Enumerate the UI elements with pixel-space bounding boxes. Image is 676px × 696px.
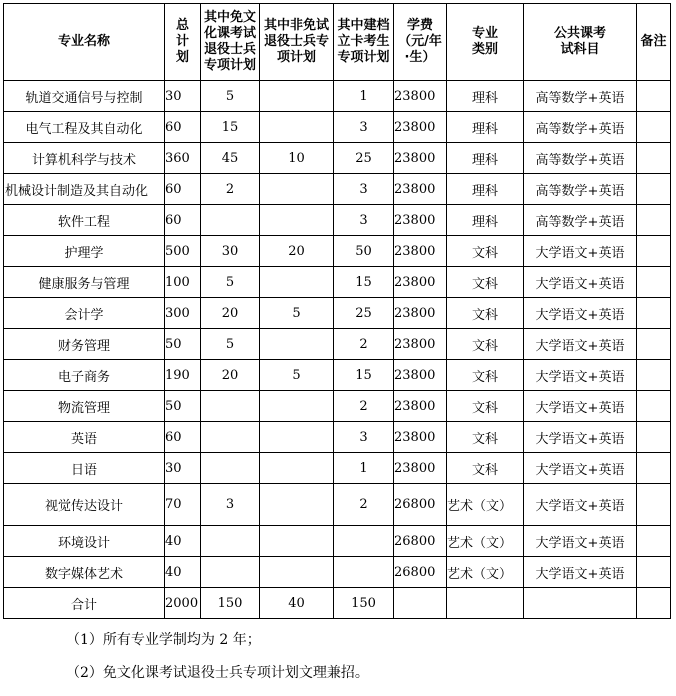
header-subjects: 公共课考试科目 xyxy=(524,4,637,81)
cell-remark xyxy=(637,81,671,112)
cell-category: 理科 xyxy=(447,81,524,112)
cell-category: 文科 xyxy=(447,422,524,453)
cell-nonexempt xyxy=(260,174,334,205)
cell-exempt xyxy=(201,391,260,422)
cell-subjects: 大学语文+英语 xyxy=(524,422,637,453)
cell-archived: 1 xyxy=(334,81,394,112)
cell-remark xyxy=(637,205,671,236)
cell-exempt xyxy=(201,557,260,588)
total-cell-remark xyxy=(637,588,671,619)
total-label: 合计 xyxy=(4,588,165,619)
table-body xyxy=(4,81,671,619)
cell-category: 文科 xyxy=(447,267,524,298)
cell-fee: 23800 xyxy=(394,329,447,360)
table-row xyxy=(4,453,671,484)
cell-remark xyxy=(637,422,671,453)
header-nonexempt: 其中非免试退役士兵专项计划 xyxy=(260,4,334,81)
cell-subjects: 大学语文+英语 xyxy=(524,453,637,484)
cell-archived xyxy=(334,526,394,557)
header-major: 专业名称 xyxy=(4,4,165,81)
cell-exempt: 5 xyxy=(201,81,260,112)
cell-major: 数字媒体艺术 xyxy=(4,557,165,588)
cell-fee: 23800 xyxy=(394,267,447,298)
cell-nonexempt xyxy=(260,205,334,236)
cell-exempt xyxy=(201,205,260,236)
cell-subjects: 大学语文+英语 xyxy=(524,526,637,557)
cell-exempt: 45 xyxy=(201,143,260,174)
total-cell-category xyxy=(447,588,524,619)
table-row xyxy=(4,329,671,360)
cell-exempt: 30 xyxy=(201,236,260,267)
cell-nonexempt xyxy=(260,557,334,588)
cell-category: 艺术（文） xyxy=(447,484,524,526)
cell-major: 物流管理 xyxy=(4,391,165,422)
cell-total: 70 xyxy=(165,484,201,526)
cell-nonexempt: 20 xyxy=(260,236,334,267)
cell-exempt xyxy=(201,453,260,484)
cell-remark xyxy=(637,143,671,174)
header-category: 专业类别 xyxy=(447,4,524,81)
cell-category: 理科 xyxy=(447,112,524,143)
cell-total: 60 xyxy=(165,112,201,143)
cell-major: 机械设计制造及其自动化 xyxy=(4,174,165,205)
cell-subjects: 大学语文+英语 xyxy=(524,329,637,360)
table-row xyxy=(4,526,671,557)
cell-major: 日语 xyxy=(4,453,165,484)
cell-nonexempt: 10 xyxy=(260,143,334,174)
cell-nonexempt xyxy=(260,526,334,557)
table-row xyxy=(4,298,671,329)
cell-exempt: 20 xyxy=(201,298,260,329)
cell-remark xyxy=(637,453,671,484)
cell-fee: 26800 xyxy=(394,484,447,526)
cell-total: 30 xyxy=(165,81,201,112)
table-row xyxy=(4,143,671,174)
cell-category: 文科 xyxy=(447,329,524,360)
cell-remark xyxy=(637,391,671,422)
cell-nonexempt: 5 xyxy=(260,360,334,391)
cell-total: 360 xyxy=(165,143,201,174)
cell-fee: 23800 xyxy=(394,453,447,484)
total-cell-exempt: 150 xyxy=(201,588,260,619)
header-row xyxy=(4,4,671,81)
total-row xyxy=(4,588,671,619)
cell-exempt: 20 xyxy=(201,360,260,391)
cell-category: 文科 xyxy=(447,298,524,329)
cell-exempt xyxy=(201,526,260,557)
cell-total: 100 xyxy=(165,267,201,298)
cell-category: 理科 xyxy=(447,174,524,205)
cell-nonexempt xyxy=(260,329,334,360)
total-cell-fee xyxy=(394,588,447,619)
cell-nonexempt xyxy=(260,81,334,112)
cell-fee: 23800 xyxy=(394,422,447,453)
header-archived: 其中建档立卡考生专项计划 xyxy=(334,4,394,81)
cell-subjects: 高等数学+英语 xyxy=(524,112,637,143)
cell-nonexempt xyxy=(260,422,334,453)
cell-archived: 3 xyxy=(334,422,394,453)
cell-subjects: 高等数学+英语 xyxy=(524,81,637,112)
cell-exempt: 3 xyxy=(201,484,260,526)
cell-nonexempt xyxy=(260,112,334,143)
cell-fee: 23800 xyxy=(394,174,447,205)
cell-total: 30 xyxy=(165,453,201,484)
cell-total: 60 xyxy=(165,174,201,205)
cell-category: 文科 xyxy=(447,360,524,391)
cell-subjects: 大学语文+英语 xyxy=(524,267,637,298)
cell-fee: 23800 xyxy=(394,298,447,329)
cell-archived: 50 xyxy=(334,236,394,267)
note-exempt-plan: （2）免文化课考试退役士兵专项计划文理兼招。 xyxy=(66,665,369,681)
cell-total: 60 xyxy=(165,205,201,236)
cell-archived: 3 xyxy=(334,174,394,205)
cell-major: 护理学 xyxy=(4,236,165,267)
cell-category: 文科 xyxy=(447,453,524,484)
cell-total: 40 xyxy=(165,557,201,588)
cell-major: 轨道交通信号与控制 xyxy=(4,81,165,112)
cell-major: 电气工程及其自动化 xyxy=(4,112,165,143)
table-row xyxy=(4,112,671,143)
cell-major: 会计学 xyxy=(4,298,165,329)
cell-archived xyxy=(334,557,394,588)
cell-major: 软件工程 xyxy=(4,205,165,236)
cell-fee: 23800 xyxy=(394,391,447,422)
cell-exempt: 5 xyxy=(201,329,260,360)
cell-archived: 15 xyxy=(334,360,394,391)
cell-total: 50 xyxy=(165,391,201,422)
table-row xyxy=(4,236,671,267)
cell-category: 艺术（文） xyxy=(447,557,524,588)
cell-remark xyxy=(637,329,671,360)
cell-archived: 1 xyxy=(334,453,394,484)
cell-nonexempt xyxy=(260,391,334,422)
table-row xyxy=(4,81,671,112)
cell-remark xyxy=(637,112,671,143)
cell-major: 电子商务 xyxy=(4,360,165,391)
cell-total: 190 xyxy=(165,360,201,391)
cell-major: 视觉传达设计 xyxy=(4,484,165,526)
total-cell-archived: 150 xyxy=(334,588,394,619)
cell-nonexempt: 5 xyxy=(260,298,334,329)
table-row xyxy=(4,557,671,588)
cell-fee: 23800 xyxy=(394,236,447,267)
cell-category: 理科 xyxy=(447,205,524,236)
cell-nonexempt xyxy=(260,267,334,298)
total-cell-subjects xyxy=(524,588,637,619)
cell-exempt: 15 xyxy=(201,112,260,143)
cell-total: 300 xyxy=(165,298,201,329)
cell-remark xyxy=(637,557,671,588)
cell-fee: 23800 xyxy=(394,112,447,143)
cell-remark xyxy=(637,298,671,329)
table-row xyxy=(4,484,671,526)
total-cell-total: 2000 xyxy=(165,588,201,619)
cell-category: 文科 xyxy=(447,236,524,267)
cell-nonexempt xyxy=(260,453,334,484)
cell-exempt: 2 xyxy=(201,174,260,205)
cell-subjects: 大学语文+英语 xyxy=(524,298,637,329)
header-total: 总计划 xyxy=(165,4,201,81)
table-row xyxy=(4,205,671,236)
cell-fee: 23800 xyxy=(394,81,447,112)
cell-remark xyxy=(637,360,671,391)
header-fee: 学费（元/年·生） xyxy=(394,4,447,81)
header-remark: 备注 xyxy=(637,4,671,81)
cell-subjects: 大学语文+英语 xyxy=(524,236,637,267)
cell-remark xyxy=(637,267,671,298)
table-row xyxy=(4,360,671,391)
cell-archived: 2 xyxy=(334,329,394,360)
cell-archived: 25 xyxy=(334,298,394,329)
cell-subjects: 高等数学+英语 xyxy=(524,205,637,236)
cell-major: 英语 xyxy=(4,422,165,453)
table-row xyxy=(4,422,671,453)
cell-archived: 3 xyxy=(334,205,394,236)
cell-subjects: 高等数学+英语 xyxy=(524,174,637,205)
cell-subjects: 大学语文+英语 xyxy=(524,391,637,422)
cell-total: 500 xyxy=(165,236,201,267)
cell-subjects: 大学语文+英语 xyxy=(524,557,637,588)
table-row xyxy=(4,267,671,298)
cell-remark xyxy=(637,526,671,557)
total-cell-nonexempt: 40 xyxy=(260,588,334,619)
cell-fee: 23800 xyxy=(394,205,447,236)
notes-section xyxy=(66,630,369,696)
note-duration: （1）所有专业学制均为 2 年； xyxy=(66,632,261,648)
table-row xyxy=(4,391,671,422)
header-exempt: 其中免文化课考试退役士兵专项计划 xyxy=(201,4,260,81)
cell-subjects: 大学语文+英语 xyxy=(524,484,637,526)
cell-fee: 23800 xyxy=(394,360,447,391)
cell-nonexempt xyxy=(260,484,334,526)
cell-remark xyxy=(637,174,671,205)
cell-remark xyxy=(637,484,671,526)
cell-total: 50 xyxy=(165,329,201,360)
cell-major: 财务管理 xyxy=(4,329,165,360)
cell-subjects: 高等数学+英语 xyxy=(524,143,637,174)
cell-fee: 23800 xyxy=(394,143,447,174)
cell-category: 文科 xyxy=(447,391,524,422)
cell-subjects: 大学语文+英语 xyxy=(524,360,637,391)
cell-major: 环境设计 xyxy=(4,526,165,557)
cell-archived: 2 xyxy=(334,484,394,526)
cell-major: 健康服务与管理 xyxy=(4,267,165,298)
cell-category: 理科 xyxy=(447,143,524,174)
cell-remark xyxy=(637,236,671,267)
cell-fee: 26800 xyxy=(394,557,447,588)
cell-fee: 26800 xyxy=(394,526,447,557)
table-row xyxy=(4,174,671,205)
cell-major: 计算机科学与技术 xyxy=(4,143,165,174)
cell-archived: 25 xyxy=(334,143,394,174)
cell-archived: 2 xyxy=(334,391,394,422)
cell-total: 40 xyxy=(165,526,201,557)
enrollment-plan-table xyxy=(3,3,671,619)
cell-category: 艺术（文） xyxy=(447,526,524,557)
cell-archived: 15 xyxy=(334,267,394,298)
cell-total: 60 xyxy=(165,422,201,453)
cell-exempt: 5 xyxy=(201,267,260,298)
cell-exempt xyxy=(201,422,260,453)
cell-archived: 3 xyxy=(334,112,394,143)
